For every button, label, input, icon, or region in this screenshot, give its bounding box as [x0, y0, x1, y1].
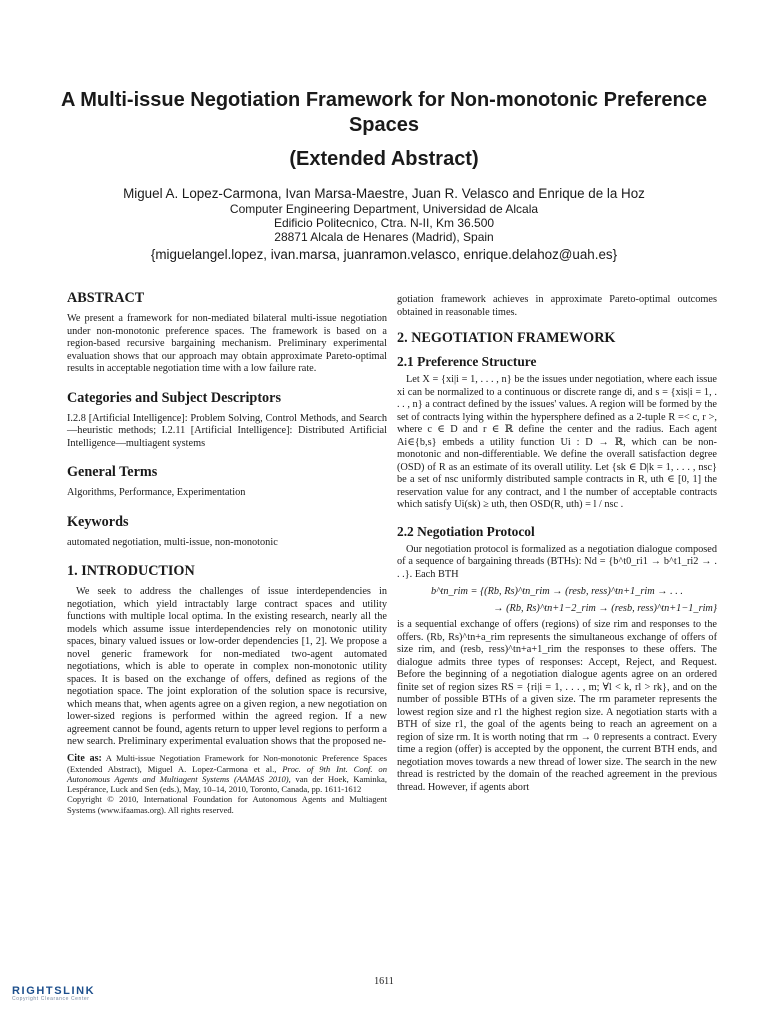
general-terms-text: Algorithms, Performance, Experimentation — [67, 487, 246, 498]
logo-text: RIGHTSLINK — [12, 985, 96, 997]
negotiation-protocol-text: Our negotiation protocol is formalized as a negotiation dialogue composed of a sequence of bargaining threads (BTHs): Nd = {b^t0_ri1 → b^t1_ri2 → . . .}. Each BTH — [397, 543, 717, 580]
keywords-heading: Keywords — [67, 513, 129, 530]
page-number: 1611 — [374, 976, 394, 987]
left-column — [67, 290, 387, 815]
framework-heading: 2. NEGOTIATION FRAMEWORK — [397, 330, 616, 346]
bth-formula-line-2: → (Rb, Rs)^tn+1−2_rim → (resb, ress)^tn+1−1_rim} — [493, 603, 717, 614]
cite-proceedings: Proc. of 9th Int. Conf. on Autonomous Agents and Multiagent Systems (AAMAS 2010), — [67, 763, 387, 784]
cite-details: van der Hoek, Kaminka, Lespérance, Luck and Sen (eds.), May, 10–14, 2010, Toronto, Canada, pp. 1611-1612 — [67, 773, 387, 795]
categories-text: I.2.8 [Artificial Intelligence]: Problem Solving, Control Methods, and Search—heuristic methods; I.2.11 [Artificial Intelligence]: Distributed Artificial Intelligence—multiagent systems — [67, 412, 387, 449]
title-block — [40, 88, 728, 263]
general-terms-heading: General Terms — [67, 464, 158, 480]
paper-subtitle: (Extended Abstract) — [289, 148, 479, 170]
cite-text: A Multi-issue Negotiation Framework for Non-monotonic Preference Spaces (Extended Abstract), Miguel A. Lopez-Carmona et al., — [67, 752, 387, 774]
paper-title: A Multi-issue Negotiation Framework for Non-monotonic Preference Spaces — [61, 89, 707, 136]
cite-copyright: Copyright © 2010, International Foundation for Autonomous Agents and Multiagent Systems (www.ifaamas.org). All rights reserved. — [67, 794, 387, 815]
cite-label: Cite as: — [67, 752, 102, 764]
preference-structure-text: Let X = {xi|i = 1, . . . , n} be the issues under negotiation, where each issue xi can be normalized to a continuous or discrete range di, and s = {xis|i = 1, . . . , n} a contract defined by the issues' values. A region will be formed by the set of contracts lying within the hypersphere defined as a 2-tuple R =< c, r >, where c ∈ D and r ∈ ℝ define the center and the radius. Each agent Ai∈{b,s} embeds a utility function Ui : D → ℝ, which can be non-monotonic and non-differentiable. We define the overall satisfaction degree (OSD) of R as an estimate of its overall utility. Let {sk ∈ D|k = 1, . . . , nsc} be a set of nsc uniformly distributed sample contracts in R, uth ∈ [0, 1] the reservation value for any contract, and l the number of acceptable contracts which satisfy Ui(sk) ≥ uth, then OSD(R, uth) = l / nsc . — [397, 374, 717, 510]
author-emails: {miguelangel.lopez, ivan.marsa, juanramon.velasco, enrique.delahoz@uah.es} — [150, 247, 618, 262]
authors: Miguel A. Lopez-Carmona, Ivan Marsa-Maestre, Juan R. Velasco and Enrique de la Hoz — [123, 186, 645, 201]
keywords-text: automated negotiation, multi-issue, non-monotonic — [67, 536, 278, 548]
abstract-text: We present a framework for non-mediated bilateral multi-issue negotiation under non-monotonic preference spaces. The framework is based on a region-based recursive bargaining mechanism. Preliminary experimental evaluation shows that our approach may obtain approximate Pareto-optimal results in acceptable negotiation time with a low failure rate. — [67, 313, 387, 374]
right-column — [397, 290, 717, 794]
abstract-heading: ABSTRACT — [67, 290, 145, 306]
negotiation-protocol-heading: 2.2 Negotiation Protocol — [397, 523, 535, 539]
rightslink-logo — [12, 985, 95, 1002]
affiliation-line: Edificio Politecnico, Ctra. N-II, Km 36.500 — [273, 216, 495, 230]
citation-box — [67, 753, 387, 815]
introduction-text: We seek to address the challenges of issue interdependencies in negotiation, which yield intractably large contract spaces and utility functions with multiple local optima. In the existing research, nearly all the models which assume issue interdependencies rely on monotonic utility spaces, binary valued issues or low-order dependencies [1, 2]. We propose a novel generic framework for non-mediated two-agent automated negotiations, which is able to operate in complex non-monotonic utility spaces. It is based on the exchange of offers, defined as regions of the negotiation space. The joint exploration of the solution space is recursive, which means that, when agents agree on a given region, a new negotiation on lower-sized regions is performed within the agreed region. If a new agreement cannot be found, agents return to upper level regions to perform a new search. Preliminary experimental evaluation shows that the proposed ne- — [67, 586, 387, 747]
bth-formula-line-1: b^tn_rim = {(Rb, Rs)^tn_rim → (resb, ress)^tn+1_rim → . . . — [431, 586, 683, 597]
affiliation-line: 28871 Alcala de Henares (Madrid), Spain — [274, 230, 494, 244]
negotiation-protocol-text-2: is a sequential exchange of offers (regions) of size rim and responses to the offers. (Rb, Rs)^tn+a_rim represents the simultaneous exchange of offers of size rim, and (resb, ress)^tn+a+1_rim the responses to these offers. The dialogue admits three types of responses: Accept, Reject, and Request. Before the beginning of a negotiation dialogue agents agree on an ordered finite set of region sizes RS = {ri|i = 1, . . . , m; ∀l < k, rl > rk}, and on the number of possible BTHs of a given size. The rm parameter represents the lowest region size and r1 the highest region size. A negotiation starts with a BTH of size r1, the goal of the agents being to reach an agreement on a region of size rm. It is worth noting that rm → 0 represents a contract. Every time a region (offer) is accepted by the opponent, the current BTH ends, and negotiation moves towards a new thread of lower size. The search in the new thread is restricted by the domain of the reached agreement in the previous thread. However, if agents abort — [397, 619, 717, 793]
logo-tagline: Copyright Clearance Center — [12, 996, 90, 1002]
introduction-heading: 1. INTRODUCTION — [67, 563, 195, 579]
affiliation-line: Computer Engineering Department, Universidad de Alcala — [229, 202, 539, 216]
continued-text: gotiation framework achieves in approximate Pareto-optimal outcomes obtained in reasonable times. — [397, 294, 717, 318]
categories-heading: Categories and Subject Descriptors — [67, 389, 281, 406]
preference-structure-heading: 2.1 Preference Structure — [397, 354, 537, 369]
